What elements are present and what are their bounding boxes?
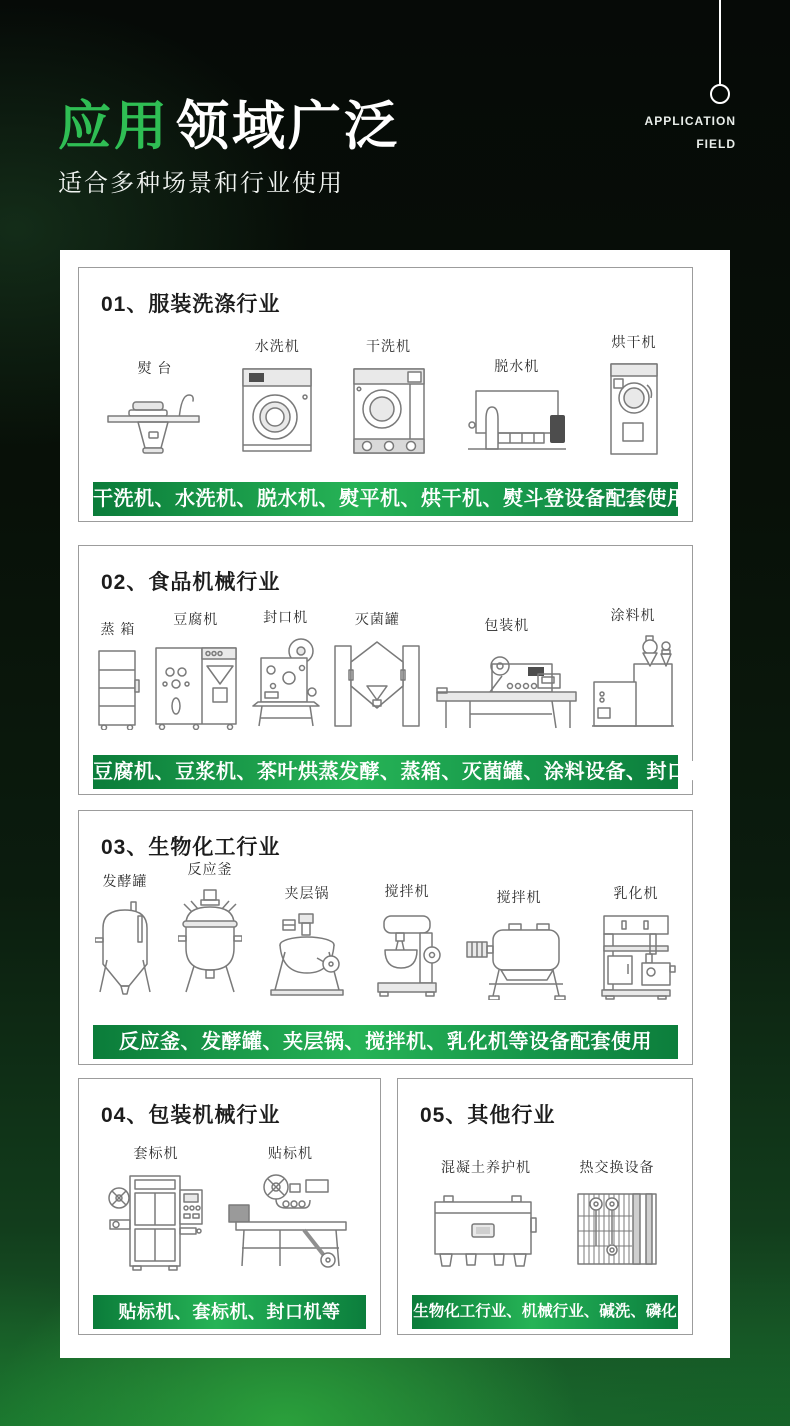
machine-labeler: [228, 1143, 353, 1272]
machine-label: 脱水机: [494, 358, 540, 374]
steam-cabinet-icon: [95, 648, 141, 730]
decor-vertical-line: [719, 0, 721, 84]
machine-tofu: [152, 609, 240, 730]
machine-concrete-curing: [430, 1157, 542, 1272]
stand-mixer-icon: [372, 910, 442, 1000]
machines-row: [95, 1143, 364, 1272]
machine-label: 反应釜: [187, 861, 233, 877]
sealing-machine-icon: [251, 636, 321, 730]
packaging-machine-icon: [434, 644, 579, 730]
section-title: 03、生物化工行业: [101, 836, 281, 859]
machine-label: 豆腐机: [173, 611, 219, 627]
section-title: 04、包装机械行业: [101, 1104, 281, 1127]
machine-sterilizing-tank: [331, 609, 423, 730]
sterilizing-tank-icon: [331, 638, 423, 730]
machines-row: [95, 859, 676, 1000]
section-banner: 贴标机、套标机、封口机等: [93, 1295, 366, 1329]
machine-label: 包装机: [484, 617, 530, 633]
section-title: 05、其他行业: [420, 1104, 556, 1127]
ironing-table-icon: [105, 387, 205, 457]
machine-label: 热交换设备: [579, 1159, 655, 1175]
drying-machine-icon: [606, 361, 662, 457]
machine-label: 混凝土养护机: [441, 1159, 531, 1175]
labeling-machine-icon: [228, 1172, 353, 1272]
machine-label: 灭菌罐: [354, 611, 400, 627]
section-title: 01、服装洗涤行业: [101, 293, 281, 316]
coating-machine-icon: [590, 634, 676, 730]
machine-sealing: [251, 607, 321, 730]
section-banner: 生物化工行业、机械行业、碱洗、磷化: [412, 1295, 678, 1329]
section-card-01-laundry: [78, 267, 693, 522]
machine-dry-cleaning: [350, 336, 428, 457]
fermentation-tank-icon: [95, 900, 155, 1000]
decor-ring-icon: [710, 84, 730, 104]
machine-label: 乳化机: [613, 885, 659, 901]
jacketed-kettle-icon: [265, 912, 349, 1000]
machine-ironing-table: [105, 358, 205, 457]
machines-row: [105, 332, 662, 457]
section-card-05-other: [397, 1078, 693, 1335]
machine-sleeve-labeler: [106, 1143, 206, 1272]
emulsifying-machine-icon: [596, 912, 676, 1000]
page-title-highlight: 应用: [58, 96, 170, 156]
dewatering-machine-icon: [462, 385, 572, 457]
machine-packaging: [434, 615, 579, 730]
machine-label: 封口机: [263, 609, 309, 625]
section-title: 02、食品机械行业: [101, 571, 281, 594]
machine-fermentation-tank: [95, 871, 155, 1000]
machine-label: 贴标机: [268, 1145, 313, 1161]
machine-label: 干洗机: [366, 338, 411, 354]
tagline-line2: FIELD: [696, 137, 736, 152]
page-title-rest: 领域广泛: [176, 96, 400, 156]
page-title: [58, 96, 400, 156]
machine-washing-machine: [239, 336, 315, 457]
machines-row: [414, 1157, 676, 1272]
machine-label: 套标机: [133, 1145, 179, 1161]
machine-label: 水洗机: [254, 338, 300, 354]
content-panel: [60, 250, 730, 1358]
machine-label: 熨 台: [137, 360, 173, 376]
machine-dryer: [606, 332, 662, 457]
drum-mixer-icon: [465, 916, 573, 1000]
machine-label: 夹层锅: [284, 885, 330, 901]
reaction-kettle-icon: [178, 888, 242, 1000]
machine-dewatering: [462, 356, 572, 457]
section-banner: 反应釜、发酵罐、夹层锅、搅拌机、乳化机等设备配套使用: [93, 1025, 678, 1059]
section-card-03-biochemical: [78, 810, 693, 1065]
machine-label: 涂料机: [610, 607, 656, 623]
machine-label: 发酵罐: [102, 873, 148, 889]
machine-coating: [590, 605, 676, 730]
washing-machine-icon: [239, 365, 315, 457]
machines-row: [95, 605, 676, 730]
section-card-04-packaging: [78, 1078, 381, 1335]
dry-cleaning-machine-icon: [350, 365, 428, 457]
page-subtitle: 适合多种场景和行业使用: [58, 170, 344, 197]
machine-label: 蒸 箱: [100, 621, 136, 637]
machine-label: 搅拌机: [384, 883, 430, 899]
machine-stand-mixer: [372, 881, 442, 1000]
heat-exchange-equipment-icon: [574, 1186, 660, 1272]
sleeve-labeling-machine-icon: [106, 1172, 206, 1272]
tagline: [645, 110, 736, 157]
machine-steam-cabinet: [95, 619, 141, 730]
machine-jacketed-kettle: [265, 883, 349, 1000]
machine-heat-exchanger: [574, 1157, 660, 1272]
tofu-machine-icon: [152, 638, 240, 730]
section-banner: 豆腐机、豆浆机、茶叶烘蒸发酵、蒸箱、灭菌罐、涂料设备、封口机等: [93, 755, 678, 789]
section-banner: 干洗机、水洗机、脱水机、熨平机、烘干机、熨斗登设备配套使用: [93, 482, 678, 516]
concrete-curing-machine-icon: [430, 1186, 542, 1272]
section-card-02-food: [78, 545, 729, 795]
machine-drum-mixer: [465, 887, 573, 1000]
tagline-line1: APPLICATION: [644, 114, 736, 128]
machine-label: 搅拌机: [496, 889, 542, 905]
machine-reaction-kettle: [178, 859, 242, 1000]
machine-emulsifier: [596, 883, 676, 1000]
machine-label: 烘干机: [611, 334, 657, 350]
